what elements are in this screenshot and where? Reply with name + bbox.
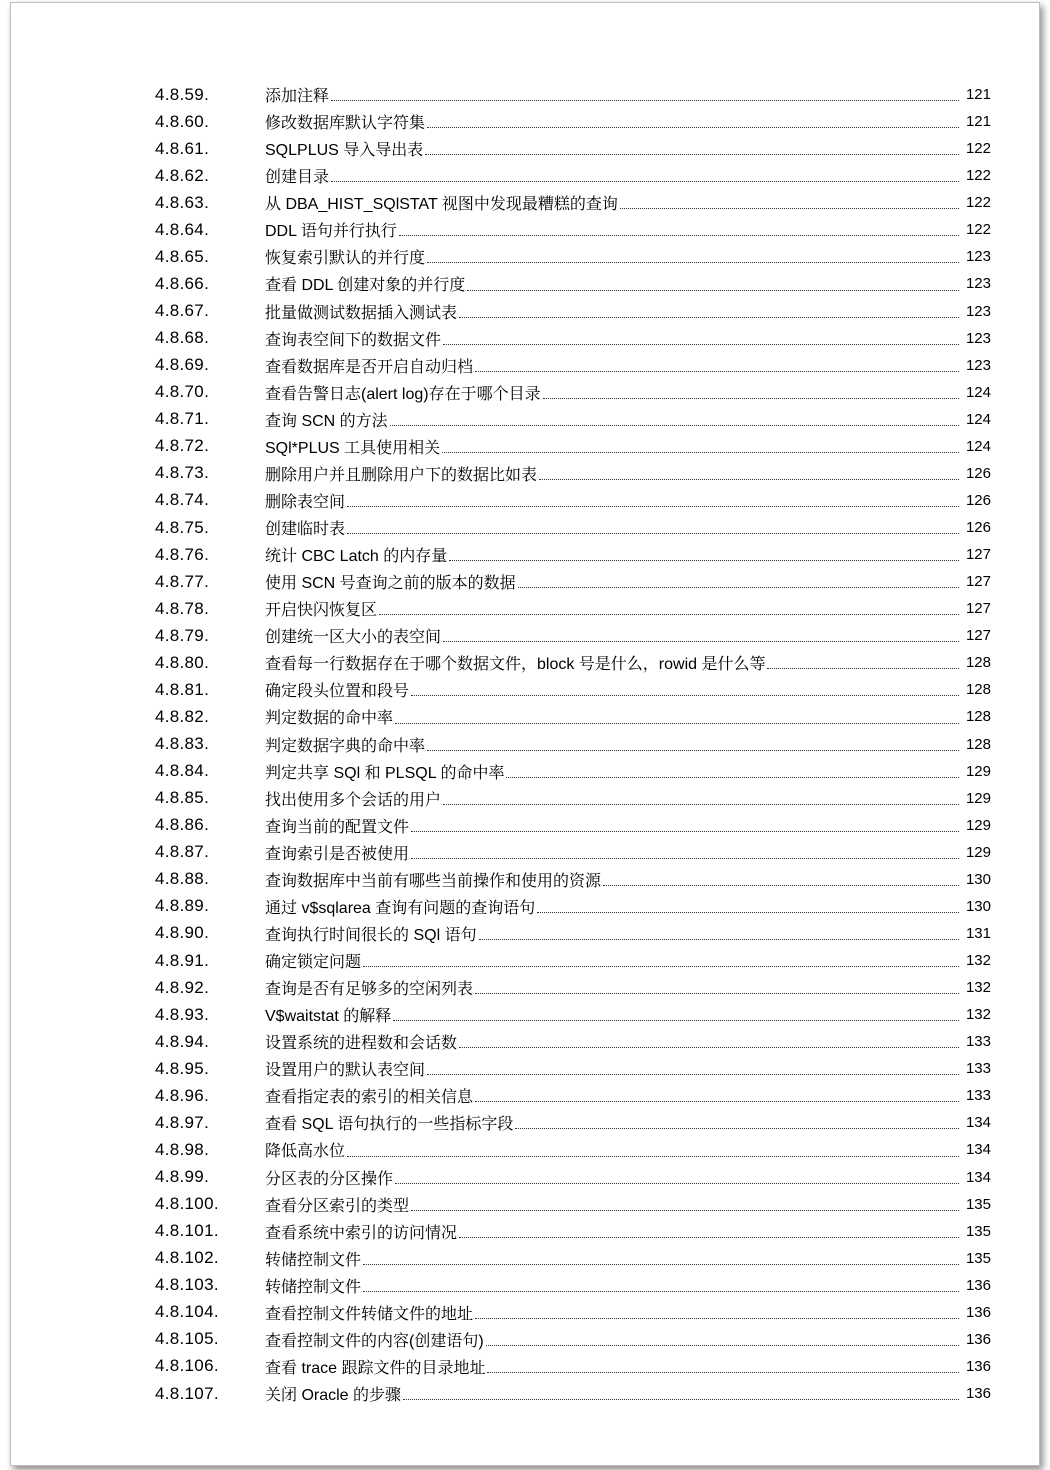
toc-entry-number: 4.8.100.: [155, 1194, 219, 1214]
toc-entry-page-number[interactable]: 133: [965, 1087, 991, 1105]
toc-entry[interactable]: [155, 135, 991, 162]
toc-entry[interactable]: [155, 785, 991, 812]
toc-entry-number: 4.8.66.: [155, 273, 210, 293]
toc-entry-number: 4.8.106.: [155, 1356, 219, 1376]
toc-dot-leader: [411, 695, 959, 696]
toc-entry-page-number[interactable]: 130: [965, 897, 991, 915]
toc-entry-page-number[interactable]: 124: [965, 410, 991, 428]
toc-entry-page-number[interactable]: 123: [965, 248, 991, 266]
toc-dot-leader: [603, 885, 959, 886]
toc-entry-title[interactable]: 判定数据的命中率: [265, 710, 394, 728]
toc-entry-page-number[interactable]: 129: [965, 762, 991, 780]
toc-entry-page-number[interactable]: 128: [965, 708, 991, 726]
toc-dot-leader: [443, 641, 959, 642]
toc-entry-page-number[interactable]: 130: [965, 870, 991, 888]
toc-entry-page-number[interactable]: 123: [965, 302, 991, 320]
toc-entry[interactable]: [155, 1164, 991, 1191]
toc-entry[interactable]: [155, 514, 991, 541]
toc-entry-title[interactable]: 查看分区索引的类型: [265, 1197, 410, 1215]
toc-dot-leader: [395, 723, 959, 724]
toc-entry-number: 4.8.80.: [155, 652, 210, 672]
toc-dot-leader: [411, 858, 959, 859]
toc-entry-title[interactable]: DDL 语句并行执行: [265, 223, 397, 241]
toc-entry-title[interactable]: 创建统一区大小的表空间: [265, 629, 442, 647]
toc-entry-number: 4.8.104.: [155, 1302, 219, 1322]
toc-entry-page-number[interactable]: 128: [965, 681, 991, 699]
toc-entry-page-number[interactable]: 136: [965, 1357, 991, 1375]
toc-entry-page-number[interactable]: 136: [965, 1303, 991, 1321]
toc-dot-leader: [379, 614, 959, 615]
toc-entry-page-number[interactable]: 122: [965, 221, 991, 239]
toc-dot-leader: [459, 1237, 959, 1238]
toc-entry-title[interactable]: 查看 DDL 创建对象的并行度: [265, 277, 466, 295]
toc-dot-leader: [399, 235, 959, 236]
toc-entry-number: 4.8.85.: [155, 788, 210, 808]
toc-entry[interactable]: [155, 162, 991, 189]
toc-entry[interactable]: [155, 1380, 991, 1407]
toc-entry-page-number[interactable]: 124: [965, 383, 991, 401]
toc-entry[interactable]: [155, 1299, 991, 1326]
toc-entry[interactable]: [155, 758, 991, 785]
toc-entry[interactable]: [155, 595, 991, 622]
toc-entry-number: 4.8.81.: [155, 679, 210, 699]
toc-entry-title[interactable]: 查看每一行数据存在于哪个数据文件，block 号是什么，rowid 是什么等: [265, 656, 766, 674]
toc-entry-page-number[interactable]: 126: [965, 491, 991, 509]
toc-entry[interactable]: [155, 108, 991, 135]
toc-entry-page-number[interactable]: 135: [965, 1249, 991, 1267]
toc-entry-title[interactable]: 确定锁定问题: [265, 954, 362, 972]
toc-entry-page-number[interactable]: 129: [965, 843, 991, 861]
toc-dot-leader: [479, 939, 959, 940]
toc-entry-number: 4.8.89.: [155, 896, 210, 916]
toc-entry-number: 4.8.95.: [155, 1058, 210, 1078]
toc-entry-title[interactable]: SQLPLUS 导入导出表: [265, 142, 424, 160]
toc-dot-leader: [411, 831, 959, 832]
toc-dot-leader: [411, 1210, 959, 1211]
toc-entry-page-number[interactable]: 136: [965, 1330, 991, 1348]
toc-entry[interactable]: [155, 1055, 991, 1082]
toc-entry-number: 4.8.59.: [155, 84, 210, 104]
toc-entry-title[interactable]: 使用 SCN 号查询之前的版本的数据: [265, 575, 516, 593]
toc-entry-number: 4.8.64.: [155, 219, 210, 239]
toc-entry-title[interactable]: 查询数据库中当前有哪些当前操作和使用的资源: [265, 872, 602, 890]
toc-entry-number: 4.8.76.: [155, 544, 210, 564]
toc-dot-leader: [767, 668, 959, 669]
toc-dot-leader: [363, 966, 959, 967]
toc-entry[interactable]: [155, 460, 991, 487]
toc-entry-number: 4.8.79.: [155, 625, 210, 645]
toc-entry-number: 4.8.67.: [155, 301, 210, 321]
toc-entry-title[interactable]: 查询 SCN 的方法: [265, 412, 388, 430]
toc-entry[interactable]: [155, 81, 991, 108]
toc-entry-page-number[interactable]: 121: [965, 86, 991, 104]
toc-entry-title[interactable]: 创建临时表: [265, 521, 346, 539]
toc-entry-page-number[interactable]: 122: [965, 194, 991, 212]
toc-entry[interactable]: [155, 1028, 991, 1055]
toc-entry-title[interactable]: 查看指定表的索引的相关信息: [265, 1089, 474, 1107]
toc-entry[interactable]: [155, 433, 991, 460]
toc-entry[interactable]: [155, 812, 991, 839]
toc-entry[interactable]: [155, 839, 991, 866]
toc-entry[interactable]: [155, 1245, 991, 1272]
toc-dot-leader: [393, 1020, 959, 1021]
toc-entry-page-number[interactable]: 128: [965, 735, 991, 753]
toc-entry-title[interactable]: 分区表的分区操作: [265, 1170, 394, 1188]
toc-dot-leader: [331, 181, 959, 182]
toc-entry-number: 4.8.105.: [155, 1329, 219, 1349]
toc-entry-title[interactable]: 批量做测试数据插入测试表: [265, 304, 458, 322]
toc-dot-leader: [506, 777, 959, 778]
toc-dot-leader: [539, 479, 959, 480]
toc-entry-page-number[interactable]: 122: [965, 167, 991, 185]
toc-entry-number: 4.8.98.: [155, 1139, 210, 1159]
toc-entry[interactable]: [155, 703, 991, 730]
toc-entry-page-number[interactable]: 135: [965, 1195, 991, 1213]
toc-entry[interactable]: [155, 622, 991, 649]
toc-entry[interactable]: [155, 1353, 991, 1380]
toc-entry[interactable]: [155, 1191, 991, 1218]
toc-entry-number: 4.8.99.: [155, 1167, 210, 1187]
toc-entry-number: 4.8.86.: [155, 815, 210, 835]
toc-entry-number: 4.8.93.: [155, 1004, 210, 1024]
toc-entry[interactable]: [155, 676, 991, 703]
toc-entry-number: 4.8.101.: [155, 1221, 219, 1241]
toc-dot-leader: [475, 1318, 959, 1319]
toc-entry-title[interactable]: 创建目录: [265, 169, 330, 187]
toc-entry-title[interactable]: 判定共享 SQl 和 PLSQL 的命中率: [265, 764, 505, 782]
toc-entry-title[interactable]: 开启快闪恢复区: [265, 602, 378, 620]
toc-entry-title[interactable]: 删除用户并且删除用户下的数据比如表: [265, 466, 538, 484]
toc-entry[interactable]: [155, 974, 991, 1001]
toc-entry-number: 4.8.103.: [155, 1275, 219, 1295]
toc-entry[interactable]: [155, 325, 991, 352]
toc-dot-leader: [427, 127, 959, 128]
toc-dot-leader: [475, 1101, 959, 1102]
toc-dot-leader: [347, 1156, 959, 1157]
toc-dot-leader: [620, 208, 959, 209]
table-of-contents: [155, 81, 991, 1407]
toc-entry-number: 4.8.74.: [155, 490, 210, 510]
toc-dot-leader: [363, 1291, 959, 1292]
toc-entry-title[interactable]: 查看 trace 跟踪文件的目录地址: [265, 1359, 486, 1377]
toc-entry[interactable]: [155, 649, 991, 676]
toc-dot-leader: [487, 1372, 959, 1373]
toc-entry[interactable]: [155, 866, 991, 893]
toc-dot-leader: [515, 1128, 959, 1129]
toc-dot-leader: [347, 506, 959, 507]
toc-entry-page-number[interactable]: 127: [965, 600, 991, 618]
toc-entry-number: 4.8.94.: [155, 1031, 210, 1051]
toc-entry-number: 4.8.84.: [155, 761, 210, 781]
toc-dot-leader: [347, 533, 959, 534]
toc-entry-page-number[interactable]: 126: [965, 464, 991, 482]
toc-entry-title[interactable]: 删除表空间: [265, 493, 346, 511]
toc-entry-title[interactable]: 恢复索引默认的并行度: [265, 250, 426, 268]
toc-entry-number: 4.8.96.: [155, 1085, 210, 1105]
toc-entry-page-number[interactable]: 123: [965, 275, 991, 293]
toc-entry-number: 4.8.90.: [155, 923, 210, 943]
toc-dot-leader: [467, 290, 959, 291]
toc-entry-page-number[interactable]: 126: [965, 519, 991, 537]
toc-entry[interactable]: [155, 1272, 991, 1299]
toc-entry-page-number[interactable]: 132: [965, 979, 991, 997]
toc-entry-title[interactable]: 确定段头位置和段号: [265, 683, 410, 701]
toc-dot-leader: [395, 1183, 959, 1184]
toc-entry[interactable]: [155, 270, 991, 297]
toc-entry-number: 4.8.69.: [155, 355, 210, 375]
toc-entry[interactable]: [155, 243, 991, 270]
document-page: [10, 2, 1040, 1466]
toc-entry-number: 4.8.73.: [155, 463, 210, 483]
toc-entry[interactable]: [155, 568, 991, 595]
toc-entry-page-number[interactable]: 134: [965, 1168, 991, 1186]
toc-entry[interactable]: [155, 1001, 991, 1028]
toc-entry-page-number[interactable]: 122: [965, 140, 991, 158]
toc-entry-title[interactable]: 查询当前的配置文件: [265, 818, 410, 836]
toc-entry-number: 4.8.72.: [155, 436, 210, 456]
toc-entry-number: 4.8.83.: [155, 734, 210, 754]
toc-dot-leader: [425, 154, 959, 155]
toc-entry-page-number[interactable]: 129: [965, 789, 991, 807]
toc-entry-title[interactable]: 查询表空间下的数据文件: [265, 331, 442, 349]
toc-entry-number: 4.8.71.: [155, 409, 210, 429]
toc-dot-leader: [475, 993, 959, 994]
toc-entry-title[interactable]: 找出使用多个会话的用户: [265, 791, 442, 809]
toc-entry-title[interactable]: 关闭 Oracle 的步骤: [265, 1387, 402, 1405]
toc-dot-leader: [518, 587, 959, 588]
toc-entry[interactable]: [155, 920, 991, 947]
toc-entry-title[interactable]: 查询索引是否被使用: [265, 845, 410, 863]
toc-entry-number: 4.8.62.: [155, 165, 210, 185]
toc-dot-leader: [537, 912, 959, 913]
toc-dot-leader: [427, 262, 959, 263]
toc-entry[interactable]: [155, 541, 991, 568]
toc-entry-number: 4.8.75.: [155, 517, 210, 537]
toc-entry-page-number[interactable]: 129: [965, 816, 991, 834]
toc-entry-number: 4.8.61.: [155, 138, 210, 158]
toc-entry-title[interactable]: 统计 CBC Latch 的内存量: [265, 548, 448, 566]
toc-entry-page-number[interactable]: 124: [965, 437, 991, 455]
toc-entry-title[interactable]: 转储控制文件: [265, 1251, 362, 1269]
toc-entry-number: 4.8.87.: [155, 842, 210, 862]
toc-entry-title[interactable]: 查看 SQL 语句执行的一些指标字段: [265, 1116, 514, 1134]
toc-entry-number: 4.8.68.: [155, 328, 210, 348]
toc-entry-title[interactable]: 查看数据库是否开启自动归档: [265, 358, 474, 376]
toc-entry-page-number[interactable]: 127: [965, 546, 991, 564]
toc-entry-page-number[interactable]: 133: [965, 1033, 991, 1051]
toc-entry-number: 4.8.97.: [155, 1112, 210, 1132]
toc-entry-page-number[interactable]: 128: [965, 654, 991, 672]
toc-entry-page-number[interactable]: 132: [965, 952, 991, 970]
toc-entry-number: 4.8.65.: [155, 246, 210, 266]
toc-entry-page-number[interactable]: 134: [965, 1141, 991, 1159]
toc-entry[interactable]: [155, 487, 991, 514]
toc-entry-number: 4.8.82.: [155, 706, 210, 726]
toc-entry[interactable]: [155, 1109, 991, 1136]
toc-entry-number: 4.8.63.: [155, 192, 210, 212]
toc-dot-leader: [543, 398, 959, 399]
toc-entry-page-number[interactable]: 133: [965, 1060, 991, 1078]
toc-entry-number: 4.8.107.: [155, 1383, 219, 1403]
toc-dot-leader: [363, 1264, 959, 1265]
toc-dot-leader: [443, 344, 959, 345]
toc-entry-page-number[interactable]: 123: [965, 356, 991, 374]
toc-entry-title[interactable]: 查看告警日志(alert log)存在于哪个目录: [265, 385, 541, 403]
toc-dot-leader: [331, 100, 959, 101]
toc-entry[interactable]: [155, 406, 991, 433]
toc-entry-number: 4.8.78.: [155, 598, 210, 618]
toc-dot-leader: [459, 1047, 959, 1048]
toc-entry-page-number[interactable]: 121: [965, 113, 991, 131]
toc-entry[interactable]: [155, 298, 991, 325]
toc-entry[interactable]: [155, 1218, 991, 1245]
toc-entry-page-number[interactable]: 123: [965, 329, 991, 347]
toc-entry-page-number[interactable]: 135: [965, 1222, 991, 1240]
toc-entry-page-number[interactable]: 127: [965, 573, 991, 591]
toc-entry-title[interactable]: SQl*PLUS 工具使用相关: [265, 439, 441, 457]
toc-dot-leader: [449, 560, 959, 561]
toc-entry[interactable]: [155, 1136, 991, 1163]
toc-entry[interactable]: [155, 1082, 991, 1109]
toc-entry-page-number[interactable]: 131: [965, 924, 991, 942]
toc-entry-title[interactable]: 降低高水位: [265, 1143, 346, 1161]
toc-entry-title[interactable]: 查询执行时间很长的 SQl 语句: [265, 926, 477, 944]
toc-entry-title[interactable]: 通过 v$sqlarea 查询有问题的查询语句: [265, 899, 536, 917]
toc-dot-leader: [390, 425, 959, 426]
toc-entry-number: 4.8.92.: [155, 977, 210, 997]
toc-entry-number: 4.8.91.: [155, 950, 210, 970]
toc-entry-title[interactable]: 判定数据字典的命中率: [265, 737, 426, 755]
toc-entry-title[interactable]: 转储控制文件: [265, 1278, 362, 1296]
toc-entry-number: 4.8.70.: [155, 382, 210, 402]
toc-entry[interactable]: [155, 216, 991, 243]
toc-dot-leader: [442, 452, 959, 453]
toc-entry-title[interactable]: 查看系统中索引的访问情况: [265, 1224, 458, 1242]
toc-entry-title[interactable]: 设置系统的进程数和会话数: [265, 1035, 458, 1053]
toc-entry-page-number[interactable]: 136: [965, 1276, 991, 1294]
toc-entry-page-number[interactable]: 132: [965, 1006, 991, 1024]
toc-dot-leader: [403, 1399, 959, 1400]
toc-entry-title[interactable]: 查看控制文件的内容(创建语句): [265, 1332, 484, 1350]
toc-dot-leader: [475, 371, 959, 372]
toc-entry-number: 4.8.60.: [155, 111, 210, 131]
toc-dot-leader: [486, 1345, 959, 1346]
toc-entry-page-number[interactable]: 127: [965, 627, 991, 645]
toc-entry-number: 4.8.88.: [155, 869, 210, 889]
toc-entry-title[interactable]: 从 DBA_HIST_SQlSTAT 视图中发现最糟糕的查询: [265, 196, 618, 214]
toc-entry[interactable]: [155, 189, 991, 216]
toc-entry[interactable]: [155, 947, 991, 974]
toc-entry-title[interactable]: 设置用户的默认表空间: [265, 1062, 426, 1080]
toc-dot-leader: [427, 1074, 959, 1075]
toc-dot-leader: [427, 750, 959, 751]
toc-entry[interactable]: [155, 893, 991, 920]
toc-entry[interactable]: [155, 352, 991, 379]
toc-entry-number: 4.8.77.: [155, 571, 210, 591]
toc-dot-leader: [443, 804, 959, 805]
toc-entry[interactable]: [155, 379, 991, 406]
toc-entry-title[interactable]: 添加注释: [265, 88, 330, 106]
toc-entry-page-number[interactable]: 134: [965, 1114, 991, 1132]
toc-entry-title[interactable]: 查看控制文件转储文件的地址: [265, 1305, 474, 1323]
toc-entry-title[interactable]: 查询是否有足够多的空闲列表: [265, 981, 474, 999]
toc-dot-leader: [459, 317, 959, 318]
toc-entry-title[interactable]: 修改数据库默认字符集: [265, 115, 426, 133]
toc-entry[interactable]: [155, 1326, 991, 1353]
toc-entry-number: 4.8.102.: [155, 1248, 219, 1268]
toc-entry-page-number[interactable]: 136: [965, 1385, 991, 1403]
toc-entry[interactable]: [155, 731, 991, 758]
toc-entry-title[interactable]: V$waitstat 的解释: [265, 1008, 392, 1026]
